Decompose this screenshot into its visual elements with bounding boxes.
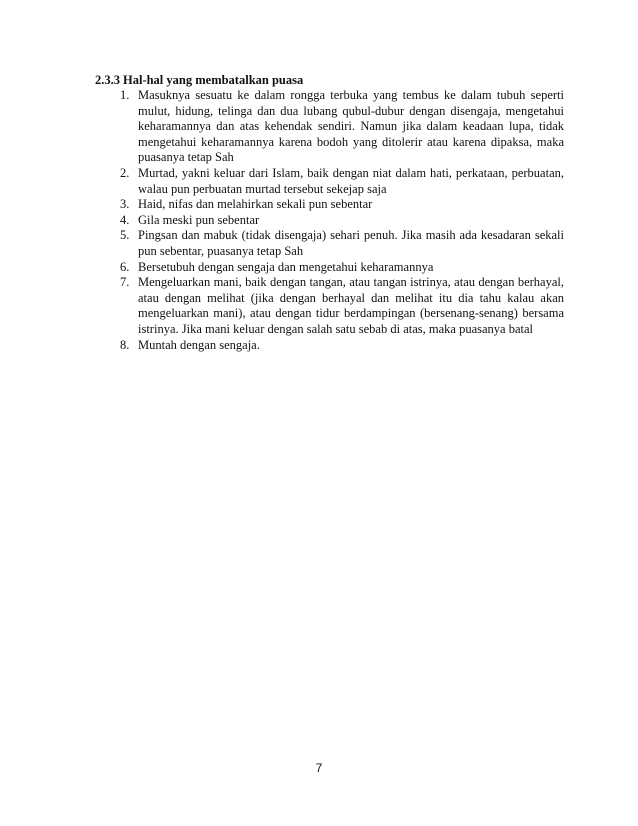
item-number: 6. [120, 259, 130, 274]
item-text: Masuknya sesuatu ke dalam rongga terbuka yang tembus ke dalam tubuh seperti mulut, hidung, telinga dan dua lubang qubul-dubur dengan disengaja, mengetahui keharamannya dan atas kehendak sendiri. Namun jika dalam keadaan lupa, tidak mengetahui keharamannya karena bodoh yang ditolerir atau karena dipaksa, maka puasanya tetap Sah [138, 88, 564, 165]
item-number: 2. [120, 165, 130, 180]
item-number: 8. [120, 337, 130, 352]
item-number: 3. [120, 197, 130, 212]
page-number: 7 [315, 761, 323, 775]
item-number: 1. [120, 88, 130, 102]
list-item [120, 228, 564, 259]
item-text: Pingsan dan mabuk (tidak disengaja) sehari penuh. Jika masih ada kesadaran sekali pun sebentar, puasanya tetap Sah [138, 228, 564, 258]
list-item [120, 260, 564, 276]
list-item [120, 275, 564, 337]
list-item [120, 197, 564, 213]
item-number: 5. [120, 228, 130, 243]
item-text: Bersetubuh dengan sengaja dan mengetahui keharamannya [138, 259, 434, 274]
section-heading [95, 72, 303, 88]
list-item [120, 166, 564, 197]
section-title: Hal-hal yang membatalkan puasa [123, 73, 304, 87]
list-item [120, 88, 564, 166]
list-item [120, 213, 564, 229]
item-text: Muntah dengan sengaja. [138, 337, 260, 352]
item-text: Mengeluarkan mani, baik dengan tangan, atau tangan istrinya, atau dengan berhayal, atau dengan melihat (jika dengan berhayal dan melihat itu dia tahu kalau akan mengeluarkan mani), atau dengan tidur berdampingan (bersenang-senang) bersama istrinya. Jika mani keluar dengan salah satu sebab di atas, maka puasanya batal [138, 275, 564, 336]
item-number: 4. [120, 212, 130, 227]
list-item [120, 338, 564, 354]
section-number: 2.3.3 [95, 73, 120, 87]
item-text: Murtad, yakni keluar dari Islam, baik dengan niat dalam hati, perkataan, perbuatan, walau pun perbuatan murtad tersebut sekejap saja [138, 165, 564, 196]
item-text: Gila meski pun sebentar [138, 212, 260, 227]
item-text: Haid, nifas dan melahirkan sekali pun sebentar [138, 197, 373, 212]
cancellation-list [120, 88, 564, 353]
item-number: 7. [120, 275, 130, 290]
